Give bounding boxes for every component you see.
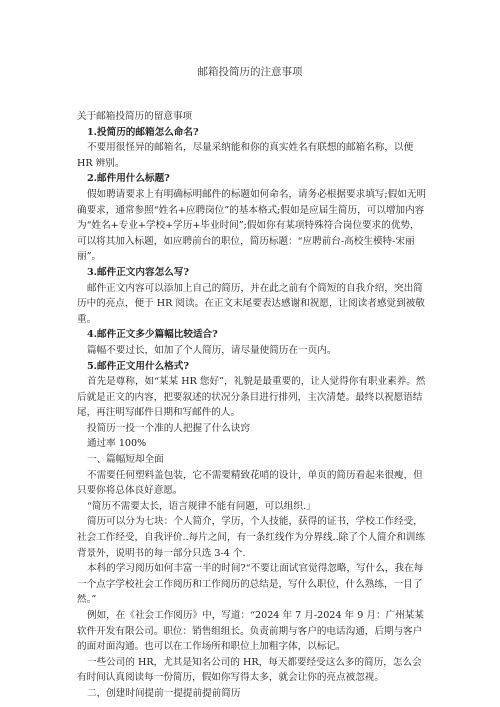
paragraph: 篇幅不要过长，如加了个人简历，请尽量使简历在一页内。: [87, 344, 337, 356]
section-heading: 2.邮件用什么标题?: [87, 173, 170, 185]
paragraph: 一、篇幅短却全面: [87, 454, 164, 466]
paragraph: 假如聘请要求上有明确标明邮件的标题如何命名，请务必根据要求填写;假如无明确要求，通常参照“姓名+应聘岗位”的基本格式;假如是应届生简历，可以增加内容为“姓名+专业+学校+学历+毕业时间”;假如你有某项特殊符合岗位要求的优势，可以将其加入标题，如应聘前台的职位，简历标题：“应聘前台-高校生模特-宋丽丽”。: [77, 188, 427, 263]
paragraph: 关于邮箱投简历的留意事项: [77, 111, 193, 122]
paragraph: 投简历一投一个准的人把握了什么诀窍: [87, 422, 251, 434]
document-title: 邮箱投简历的注意事项: [197, 66, 303, 78]
section-heading: 3.邮件正文内容怎么写?: [87, 266, 189, 278]
paragraph: 通过率 100%: [87, 438, 147, 450]
paragraph: 不需要任何塑料盖包装，它不需要精致花哨的设计，单页的简历看起来很瘦，但只要你将总体良好意愿。: [77, 469, 423, 497]
paragraph: “简历不需要太长，语言规律不能有问题，可以组织.」: [87, 500, 316, 512]
section-heading: 4.邮件正文多少篇幅比较适合?: [87, 329, 218, 341]
paragraph: 邮件正文内容可以添加上自己的简历，并在此之前有个简短的自我介绍，突出简历中的亮点，便于 HR 阅读。在正文末尾要表达感谢和祝愿，让阅读者感觉到被敬重。: [77, 282, 425, 325]
paragraph: 不要用很怪异的邮箱名，尽量采纳能和你的真实姓名有联想的邮箱名称，以便 HR 辨别。: [77, 142, 414, 169]
paragraph: 一些公司的 HR，尤其是知名公司的 HR，每天都要经受这么多的简历，怎么会有时间认真阅读每一份简历，假如你写得太多，就会让你的亮点被忽视。: [77, 656, 422, 684]
paragraph: 首先是尊称，如“某某 HR 您好”，礼貌是最重要的，让人觉得你有职业素养。然后就是正文的内容，把要叙述的状况分条目进行排列，主次清楚。最终以祝愿语结尾，再注明写邮件日期和写邮件的人。: [77, 376, 426, 419]
paragraph: 简历可以分为七块：个人简介，学历，个人技能，获得的证书，学校工作经受，社会工作经受，自我评价..每片之间，有一条红线作为分界线..除了个人简介和训练背景外，说明书的每一部分只选 3-4 个.: [77, 516, 425, 559]
section-heading: 1.投简历的邮箱怎么命名?: [87, 126, 199, 138]
section-heading: 5.邮件正文用什么格式?: [87, 360, 189, 372]
document-body: [77, 109, 429, 702]
paragraph: 本科的学习阅历如何丰富一半的时间?“不要让面试官觉得忽略，写什么，我在每一个点字学校社会工作阅历和工作阅历的总结是，写什么职位，什么熟练，一目了然。”: [77, 563, 424, 606]
paragraph: 例如，在《社会工作阅历》中，写道：“2024 年 7 月-2024 年 9 月：广州某某软件开发有限公司。职位：销售组组长。负责前期与客户的电话沟通，后期与客户的面对面沟通。也可以在工作场所和职位上加粗字体，以标记。: [77, 610, 424, 653]
paragraph: 二，创建时间提前一提提前提前简历: [87, 687, 241, 699]
